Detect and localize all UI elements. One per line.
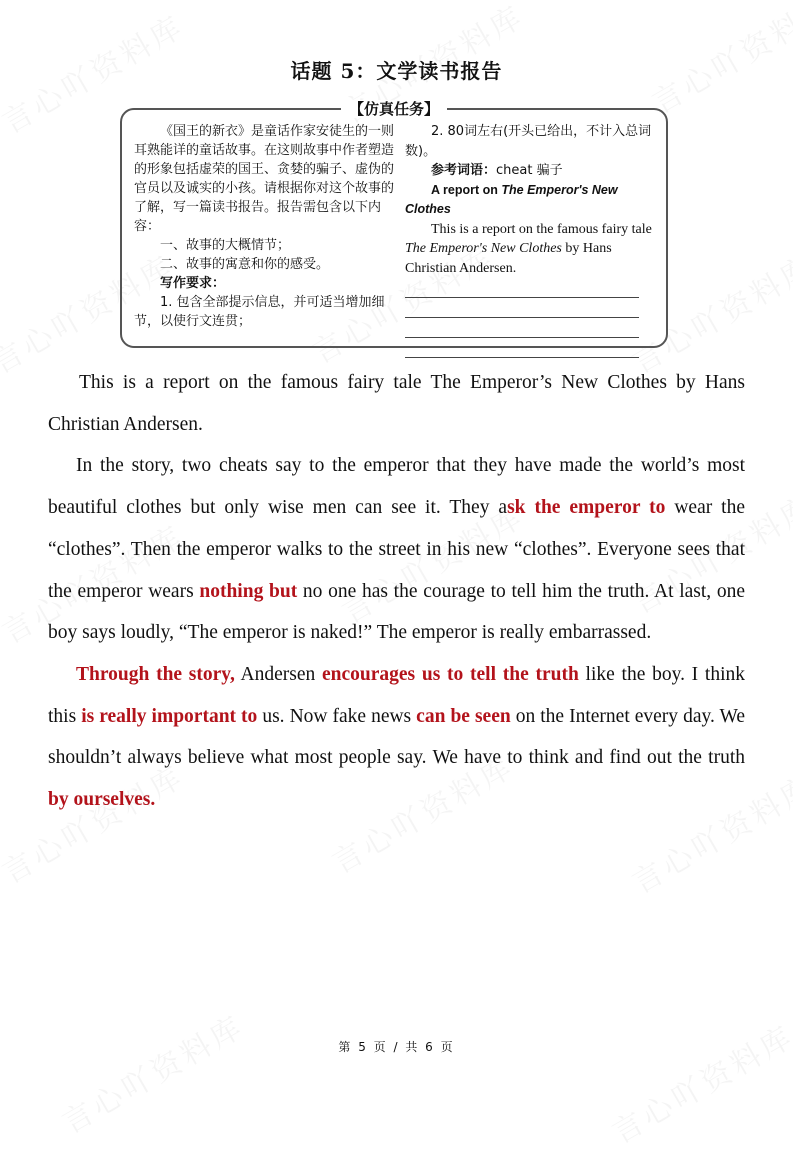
task-intro: 《国王的新衣》是童话作家安徒生的一则耳熟能详的童话故事。在这则故事中作者塑造的形象包括虚荣的国王、贪婪的骗子、虚伪的官员以及诚实的小孩。请根据你对这个故事的了解，写一篇读书报告。报告需包含以下内容： [134,124,395,234]
essay-highlight: by ourselves. [48,789,156,811]
answer-line [405,318,639,338]
essay-highlight: sk the emperor to [507,497,666,519]
essay-highlight: nothing but [199,580,298,602]
essay-text: Andersen [234,663,322,685]
watermark [53,1002,252,1142]
report-title-book: The Emperor's New Clothes [405,182,618,216]
page-number: 第 5 页 / 共 6 页 [338,1040,455,1054]
task-instructions [134,122,396,331]
answer-line [405,278,639,298]
requirements-label: 写作要求： [160,276,226,291]
requirement-2: 2. 80词左右(开头已给出，不计入总词数)。 [405,124,652,159]
essay-paragraph-1: This is a report on the famous fairy tale The Emperor’s New Clothes by Hans Christian Andersen. [48,372,745,435]
report-start-a: This is a report on the famous fairy tale [431,221,652,237]
task-heading-label: 【仿真任务】 [341,100,447,118]
page-title: 话题 5：文学读书报告 [290,59,503,83]
reference-words [405,161,657,181]
essay-highlight: encourages us to tell the truth [321,663,579,685]
report-title [405,181,657,220]
essay-text: In the story, two cheats say to the emperor that they have made the world’s most beautiful clothes but only wise men can see it. They a [48,455,745,519]
task-item-1: 一、故事的大概情节； [160,238,291,253]
task-box [120,100,668,348]
reference-label: 参考词语： [431,163,497,178]
task-heading [122,98,666,119]
report-start-b: by Hans Christian Andersen. [405,241,612,276]
answer-line [405,338,639,358]
report-start-book: The Emperor's New Clothes [405,241,562,256]
essay-text: on the Internet every day. We shouldn’t always believe what most people say. We have to think and find out the truth [48,705,746,769]
essay-highlight: can be seen [416,705,511,727]
essay-text: like the boy. I think this [48,663,745,727]
essay-highlight: is really important to [81,705,258,727]
requirement-1: 1. 包含全部提示信息，并可适当增加细节，以使行文连贯； [134,295,385,329]
essay-paragraph-3 [48,654,745,821]
essay-text: wear the “clothes”. Then the emperor walks to the street in his new “clothes”. Everyone sees that the emperor wears [48,497,745,602]
task-item-2: 二、故事的寓意和你的感受。 [160,257,330,272]
watermark [603,1012,793,1152]
essay-paragraph-2 [48,445,745,654]
essay-text: us. Now fake news [257,705,417,727]
essay [48,362,745,821]
report-title-prefix: A report on [431,182,502,197]
reference-value: cheat 骗子 [496,163,563,178]
answer-line [405,298,639,318]
essay-text: no one has the courage to tell him the truth. At last, one boy says loudly, “The emperor is naked!” The emperor is really embarrassed. [48,580,745,644]
task-answer-area [405,122,657,358]
report-start [405,220,657,279]
essay-highlight: Through the story, [76,663,235,685]
